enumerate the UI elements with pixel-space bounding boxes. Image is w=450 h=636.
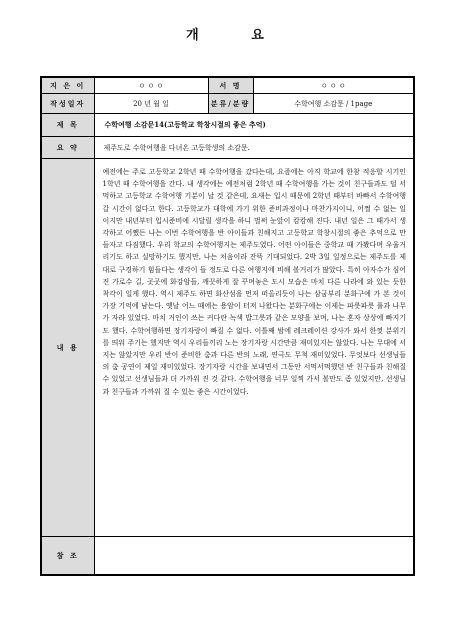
category-value: 수학여행 소감문 / 1page bbox=[253, 94, 414, 114]
overview-table bbox=[40, 76, 415, 576]
row-summary bbox=[41, 137, 414, 159]
date-value: 20 년 월 일 bbox=[94, 94, 208, 114]
document-title: 개 요 bbox=[186, 28, 288, 43]
author-value: ㅇ ㅇ ㅇ bbox=[94, 77, 208, 94]
row-author bbox=[41, 77, 414, 94]
reference-label: 참 조 bbox=[41, 537, 94, 576]
summary-value: 제주도로 수학여행을 다녀온 고등학생의 소감문. bbox=[94, 137, 414, 159]
category-label: 분류/분량 bbox=[208, 94, 253, 114]
content-body: 예전에는 주로 고등학교 2학년 때 수학여행을 갔다는데, 요즘에는 아직 학교에 한참 적응할 시기인 1학년 때 수학여행을 간다. 내 생각에는 예전처럼 2학년 때 수학여행을 가는 것이 친구들과도 덜 서먹하고 고등학교 수학여행 기분이 날 것 같은데, 요새는 입시 때문에 2학년 때부터 바빠서 수학여행 갈 시간이 없다고 한다. 고등학교가 대학에 가기 위한 준비과정이나 마찬가지이니, 어쩔 수 없는 일이지만 내년부터 입시준비에 시달릴 생각을 하니 벌써 눈앞이 캄캄해 진다. 내년 일은 그 때가서 생각하고 어쨌든 나는 이번 수학여행을 반 아이들과 친해지고 고등학교 학창시절의 좋은 추억으로 만들자고 다짐했다. 우리 학교의 수학여행지는 제주도였다. 어떤 아이들은 중학교 때 가봤다며 우울거리기도 하고 실망하기도 했지만, 나는 처음이라 잔뜩 기대되었다. 2박 3일 일정으로는 제주도를 제대로 구경하기 힘들다는 생각이 들 정도로 다른 여행지에 비해 볼거리가 많았다. 특히 아자수가 심어진 가로수 길, 곳곳에 화강암들, 깨끗하게 잘 꾸며놓은 도시 모습은 마치 다른 나라에 와 있는 듯한 착각이 일게 했다. 역시 제주도 하면 화산섬을 먼저 떠올리듯이 나는 삼굼부리 분화구에 가 본 것이 가장 기억에 남는다. 옛날 어느 때에는 용암이 터져 나왔다는 분화구에는 이제는 파릇파릇 풀과 나무가 자라 있었다. 마치 거인이 쓰는 커다란 녹색 밥그릇과 같은 모양을 보며, 나는 혼자 상상에 빠지기도 했다. 수학여행하면 장기자랑이 빠질 수 없다. 이틀째 밤에 레크레이션 강사가 와서 한껏 분위기를 띄워 주기는 했지만 역시 우리들끼리 노는 장기자랑 시간만큼 재미있지는 않았다. 나는 무대에 서지는 않았지만 우리 반이 준비한 춤과 다른 반의 노래, 연극도 무척 재미있었다. 무엇보다 선생님들의 춤 공연이 제일 재미있었다. 장기자랑 시간을 보내면서 그동안 서먹서먹했던 반 친구들과 친해질 수 있었고 선생님들과 더 가까워 진 것 같다. 수학여행을 너무 일찍 가서 볼만도 좀 있었지만, 선생님과 친구들과 가까워 질 수 있는 좋은 시간이었다. bbox=[94, 159, 414, 537]
row-date bbox=[41, 94, 414, 114]
writer-value: ㅇ ㅇ ㅇ bbox=[253, 77, 414, 94]
row-reference bbox=[41, 537, 414, 576]
reference-value bbox=[94, 537, 414, 576]
subject-label: 제 목 bbox=[41, 114, 94, 137]
author-label: 지 은 이 bbox=[41, 77, 94, 94]
content-label: 내 용 bbox=[41, 159, 94, 537]
row-subject bbox=[41, 114, 414, 137]
summary-label: 요 약 bbox=[41, 137, 94, 159]
date-label: 작성일자 bbox=[41, 94, 94, 114]
row-content bbox=[41, 159, 414, 537]
writer-label: 서 명 bbox=[208, 77, 253, 94]
subject-value: 수학여행 소감문14(고등학교 학창시절의 좋은 추억) bbox=[94, 114, 414, 137]
